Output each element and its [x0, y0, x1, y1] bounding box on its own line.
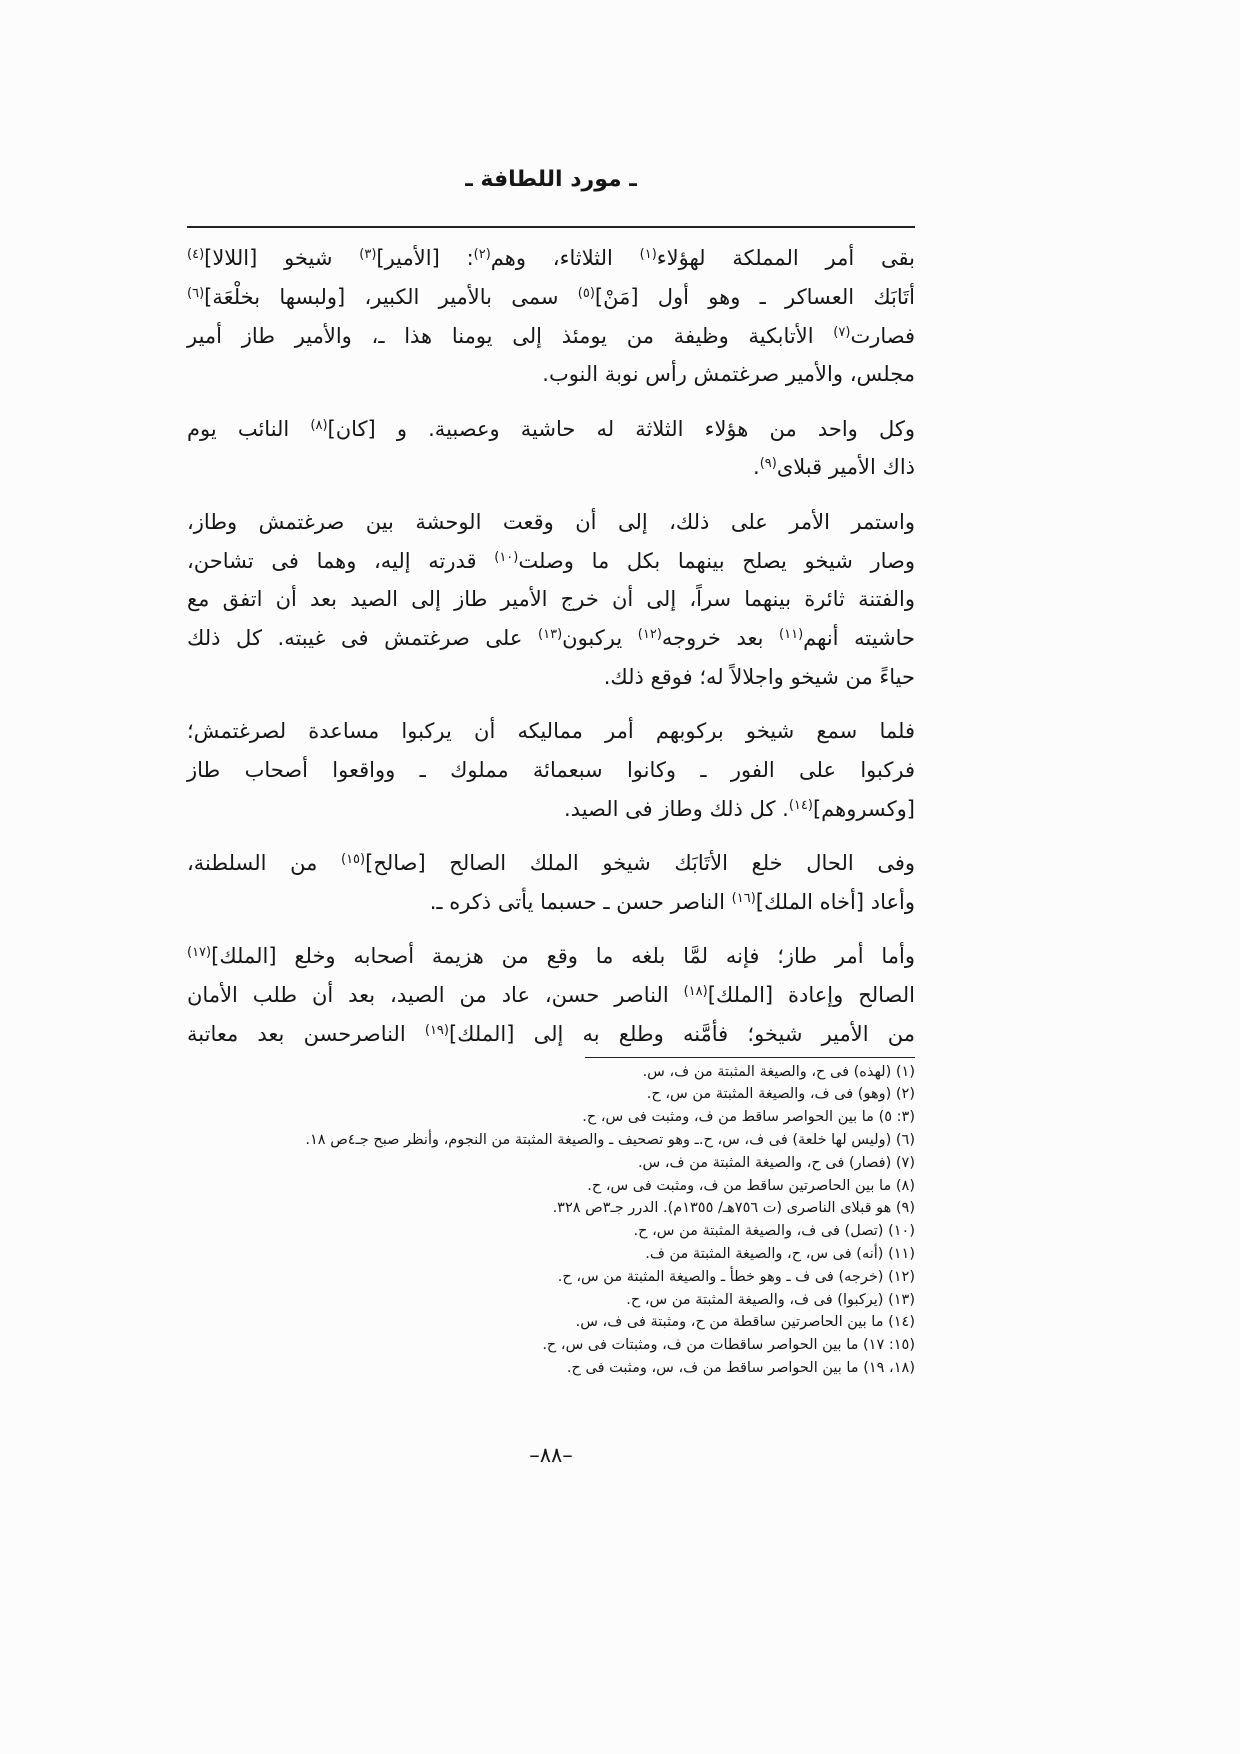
paragraph	[187, 503, 915, 697]
text-run: وفى الحال خلع الأتَابَك شيخو الملك الصالح [صالح]	[365, 851, 916, 876]
text-run: حياءً من شيخو واجلالاً له؛ فوقع ذلك.	[603, 664, 915, 689]
footnote-ref-marker: (٥)	[577, 285, 595, 301]
footnote-ref-marker: (٦)	[187, 285, 205, 301]
text-run: حاشيته أنهم	[803, 626, 916, 651]
text-run: سمى بالأمير الكبير، [ولبسها بخلْعَة]	[204, 284, 578, 309]
text-run: وأما أمر طاز؛ فإنه لمَّا بلغه ما وقع من هزيمة أصحابه وخلع [الملك]	[211, 944, 915, 969]
footnote-text: (وهو) فى ف، والصيغة المثبتة من س، ح.	[646, 1086, 892, 1103]
main-text-column	[187, 239, 915, 1470]
footnote-text: ما بين الحواصر ساقطات من ف، ومثبتات فى س، ح.	[542, 1337, 859, 1354]
footnote-number: (١٥: ١٧)	[863, 1337, 915, 1354]
footnote-number: (٧)	[895, 1154, 915, 1171]
text-run: يركبون	[562, 626, 638, 651]
footnote-number: (١٠)	[888, 1223, 915, 1240]
footnote-item	[187, 1334, 915, 1357]
footnote-text: ما بين الحواصر ساقط من ف، ومثبت فى س، ح.	[582, 1109, 874, 1126]
footnotes-list	[187, 1061, 915, 1380]
footnote-item	[187, 1175, 915, 1198]
footnote-item	[187, 1311, 915, 1334]
text-line	[187, 751, 915, 790]
footnote-number: (١٣)	[888, 1291, 915, 1308]
text-line	[187, 790, 915, 829]
text-run: الناصر حسن، عاد من الصيد، بعد أن طلب الأمان	[187, 983, 684, 1008]
header-rule	[187, 226, 915, 228]
text-run: من الأمير شيخو؛ فأمَّنه وطلع به إلى [الملك]	[448, 1021, 915, 1046]
text-line	[187, 844, 915, 883]
footnote-ref-marker: (٤)	[187, 247, 205, 262]
footnote-text: (وليس لها خلعة) فى ف، س، ح.ـ وهو تصحيف ـ والصيغة المثبتة من النجوم، وأنظر صبح جـ٤ص ١٨.	[305, 1132, 892, 1149]
text-line	[187, 937, 915, 976]
footnote-text: ما بين الحاصرتين ساقط من ف، ومثبت فى س، ح.	[587, 1177, 892, 1194]
footnote-ref-marker: (١٢)	[637, 627, 662, 643]
footnote-text: ما بين الحواصر ساقط من ف، س، ومثبت فى ح.	[566, 1360, 859, 1376]
footnote-text: هو قبلاى الناصرى (ت ٧٥٦هـ/ ١٣٥٥م). الدرر جـ٣ص ٣٢٨.	[552, 1200, 892, 1217]
paragraph	[187, 239, 915, 394]
footnote-item	[187, 1266, 915, 1289]
text-run: ذاك الأمير قبلاى	[776, 455, 915, 480]
text-line	[187, 712, 915, 751]
footnote-ref-marker: (١١)	[779, 627, 804, 643]
text-run: : [الأمير]	[376, 246, 474, 270]
footnote-item	[187, 1197, 915, 1220]
text-run: النائب يوم	[187, 416, 311, 441]
text-run: بعد خروجه	[661, 626, 780, 651]
footnote-item	[187, 1061, 915, 1084]
paragraph	[187, 712, 915, 828]
footnote-ref-marker: (٢)	[473, 247, 491, 262]
footnote-item	[187, 1289, 915, 1312]
footnote-number: (٢)	[895, 1086, 915, 1103]
footnote-item	[187, 1129, 915, 1152]
text-run: على صرغتمش فى غيبته. كل ذلك	[187, 626, 539, 651]
footnote-ref-marker: (١٦)	[731, 890, 756, 906]
text-run: قدرته إليه، وهما فى تشاحن،	[187, 548, 495, 573]
text-line	[187, 658, 915, 697]
text-line	[187, 580, 915, 619]
text-run: الثلاثاء، وهم	[490, 246, 640, 270]
footnote-ref-marker: (٩)	[759, 456, 777, 472]
footnote-text: (فصار) فى ح، والصيغة المثبتة من ف، س.	[637, 1154, 892, 1171]
footnote-text: (خرجه) فى ف ـ وهو خطأ ـ والصيغة المثبتة من س، ح.	[557, 1268, 884, 1285]
paragraph	[187, 844, 915, 922]
footnote-ref-marker: (٧)	[833, 324, 851, 340]
text-run: وكل واحد من هؤلاء الثلاثة له حاشية وعصبية. و [كان]	[327, 416, 915, 441]
footnote-ref-marker: (١٥)	[341, 852, 366, 868]
text-run: [وكسروهم]	[812, 796, 915, 821]
text-run: الأتابكية وظيفة من يومئذ إلى يومنا هذا ـ، والأمير طاز أمير	[187, 323, 834, 348]
text-line	[187, 239, 915, 278]
text-line	[187, 1015, 915, 1054]
text-line	[187, 503, 915, 542]
footnote-number: (١)	[895, 1063, 915, 1080]
text-line	[187, 448, 915, 487]
footnote-number: (٩)	[895, 1200, 915, 1217]
paragraph	[187, 937, 915, 1053]
text-run: أتَابَك العساكر ـ وهو أول [مَنْ]	[594, 284, 915, 309]
footnote-text: (يركبوا) فى ف، والصيغة المثبتة من س، ح.	[626, 1291, 884, 1308]
footnote-ref-marker: (٨)	[310, 417, 328, 433]
footnote-text: ما بين الحاصرتين ساقطة من ح، ومثبتة فى ف، س.	[575, 1314, 884, 1331]
text-run: شيخو [اللالا]	[204, 246, 360, 270]
footnote-item	[187, 1220, 915, 1243]
footnote-text: (أنه) فى س، ح، والصيغة المثبتة من ف.	[645, 1246, 884, 1263]
text-line	[187, 883, 915, 922]
footnote-text: (تصل) فى ف، والصيغة المثبتة من س، ح.	[633, 1223, 884, 1240]
footnote-item	[187, 1152, 915, 1175]
text-line	[187, 619, 915, 658]
text-run: فركبوا على الفور ـ وكانوا سبعمائة مملوك ـ وواقعوا أصحاب طاز	[187, 758, 915, 783]
footnote-ref-marker: (١٧)	[187, 945, 212, 961]
footnote-ref-marker: (١٣)	[538, 627, 563, 643]
footnote-ref-marker: (١)	[639, 247, 657, 262]
footnote-item	[187, 1357, 915, 1380]
text-run: وصار شيخو يصلح بينهما بكل ما وصلت	[518, 548, 915, 573]
footnote-ref-marker: (٣)	[359, 247, 377, 262]
body-text	[187, 239, 915, 1054]
text-run: . كل ذلك وطاز فى الصيد.	[564, 796, 789, 821]
text-run: بقى أمر المملكة لهؤلاء	[656, 246, 915, 270]
footnote-number: (٦)	[895, 1132, 915, 1149]
text-line	[187, 317, 915, 356]
text-run: مجلس، والأمير صرغتمش رأس نوبة النوب.	[542, 362, 915, 387]
page-number: –٨٨–	[529, 1442, 573, 1467]
text-run: وأعاد [أخاه الملك]	[755, 889, 915, 914]
footnote-number: (٨)	[895, 1177, 915, 1194]
footnote-ref-marker: (١٤)	[788, 797, 813, 813]
footnote-item	[187, 1106, 915, 1129]
footnote-number: (١٢)	[888, 1268, 915, 1285]
text-run: الناصر حسن ـ حسبما يأتى ذكره ـ.	[429, 889, 732, 914]
text-run: واستمر الأمر على ذلك، إلى أن وقعت الوحشة بين صرغتمش وطاز،	[187, 509, 915, 534]
text-run: من السلطنة،	[187, 851, 341, 876]
footnote-ref-marker: (١٨)	[683, 984, 708, 1000]
footnote-number: (١٨، ١٩)	[863, 1360, 915, 1376]
text-line	[187, 542, 915, 581]
footnote-separator	[585, 1057, 915, 1058]
paragraph	[187, 410, 915, 488]
footnote-number: (٣: ٥)	[878, 1109, 915, 1126]
text-run: .	[753, 455, 760, 480]
text-run: والفتنة ثائرة بينهما سراً، إلى أن خرج الأمير طاز إلى الصيد بعد أن اتفق مع	[187, 587, 915, 612]
text-run: الصالح وإعادة [الملك]	[707, 983, 915, 1008]
text-line	[187, 410, 915, 449]
text-line	[187, 278, 915, 317]
footnote-item	[187, 1243, 915, 1266]
footnote-number: (١٤)	[888, 1314, 915, 1331]
footnote-text: (لهذه) فى ح، والصيغة المثبتة من ف، س.	[642, 1063, 892, 1080]
footnote-number: (١١)	[888, 1246, 915, 1263]
text-line	[187, 976, 915, 1015]
footnote-item	[187, 1083, 915, 1106]
text-run: فلما سمع شيخو بركوبهم أمر مماليكه أن يركبوا مساعدة لصرغتمش؛	[187, 719, 915, 744]
footnote-ref-marker: (١٠)	[494, 549, 519, 565]
text-run: فصارت	[850, 323, 915, 348]
running-title: ـ مورد اللطافة ـ	[465, 167, 637, 192]
text-run: الناصرحسن بعد معاتبة	[187, 1021, 425, 1046]
footnote-ref-marker: (١٩)	[424, 1022, 449, 1038]
text-line	[187, 355, 915, 394]
